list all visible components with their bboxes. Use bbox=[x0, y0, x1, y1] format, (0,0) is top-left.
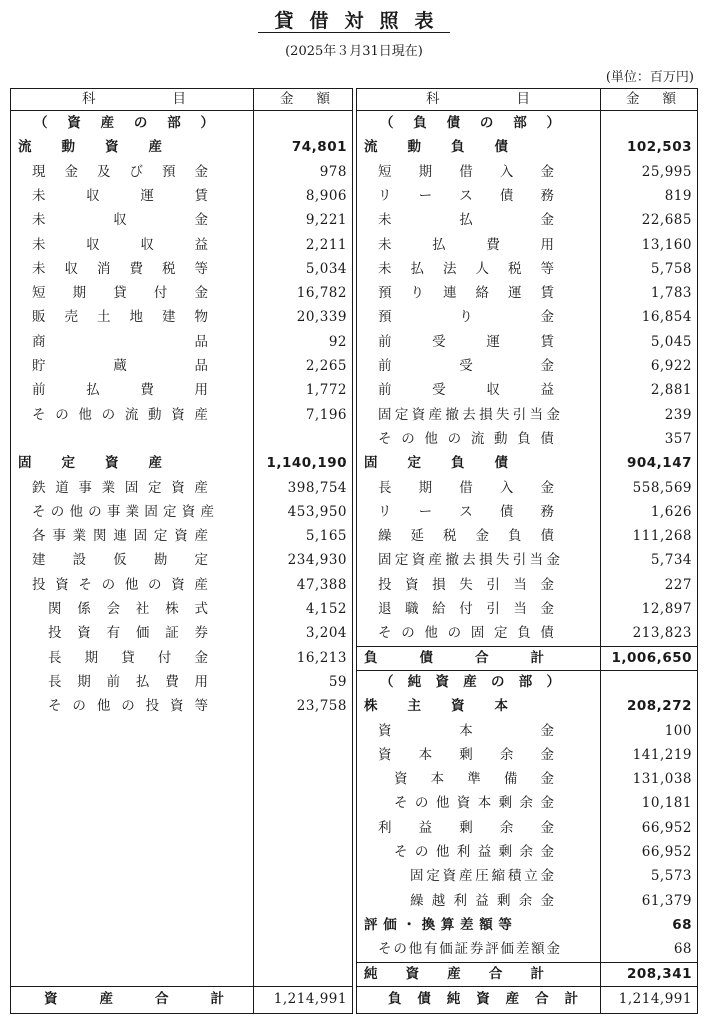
right-item-amount: 904,147 bbox=[627, 455, 692, 472]
right-row bbox=[356, 548, 698, 572]
right-row bbox=[356, 354, 698, 378]
left-item-label bbox=[32, 427, 208, 451]
right-item-label: 短 期 借 入 金 bbox=[378, 163, 554, 180]
right-item-label: 評 価 ・ 換 算 差 額 等 bbox=[364, 916, 512, 933]
left-row bbox=[10, 378, 353, 402]
right-item-label: 未 払 費 用 bbox=[378, 236, 554, 253]
right-row bbox=[356, 816, 698, 840]
right-row bbox=[356, 719, 698, 743]
right-item-label: リ ー ス 債 務 bbox=[378, 187, 554, 204]
left-item-amount: 16,213 bbox=[296, 649, 347, 666]
right-item-amount: 5,758 bbox=[650, 260, 692, 277]
right-item-label: 投 資 損 失 引 当 金 bbox=[378, 576, 554, 593]
right-row bbox=[356, 476, 698, 500]
left-item-amount: 59 bbox=[328, 673, 347, 690]
unit-note: (単位：百万円) bbox=[605, 70, 694, 85]
liabilities-grand-total-amount: 1,214,991 bbox=[618, 991, 692, 1007]
left-row bbox=[10, 257, 353, 281]
left-row bbox=[10, 476, 353, 500]
right-item-label: リ ー ス 債 務 bbox=[378, 503, 554, 520]
right-item-label: 純 資 産 合 計 bbox=[364, 965, 544, 982]
right-item-label: （ 負 債 の 部 ） bbox=[380, 115, 560, 131]
left-item-amount: 1,140,190 bbox=[266, 455, 347, 472]
right-item-amount: 6,922 bbox=[650, 358, 692, 374]
left-row bbox=[10, 354, 353, 378]
right-item-amount: 66,952 bbox=[641, 819, 692, 836]
right-row bbox=[356, 500, 698, 524]
left-item-amount: 5,165 bbox=[305, 528, 347, 545]
right-item-label: 資 本 剰 余 金 bbox=[378, 746, 554, 763]
right-item-amount: 12,897 bbox=[641, 601, 692, 617]
left-row bbox=[10, 597, 353, 621]
left-item-amount: 3,204 bbox=[305, 625, 347, 642]
right-item-amount: 100 bbox=[664, 722, 692, 739]
right-item-amount: 5,734 bbox=[650, 552, 692, 569]
right-item-amount: 2,881 bbox=[650, 382, 692, 399]
left-row bbox=[10, 208, 353, 232]
right-row bbox=[356, 743, 698, 767]
left-item-label: そ の 他 の 流 動 資 産 bbox=[32, 406, 208, 423]
left-item-amount: 16,782 bbox=[296, 285, 347, 302]
right-row bbox=[356, 257, 698, 281]
left-item-amount: 453,950 bbox=[287, 503, 347, 520]
right-row bbox=[356, 646, 698, 670]
right-item-label: 預 り 連 絡 運 賃 bbox=[378, 285, 554, 302]
right-item-amount: 239 bbox=[664, 406, 692, 423]
assets-grand-total-row bbox=[10, 987, 353, 1011]
liabilities-grand-total-row bbox=[356, 987, 698, 1011]
right-item-label: 預 り 金 bbox=[378, 309, 554, 326]
left-row bbox=[10, 330, 353, 354]
left-item-label: 各 事 業 関 連 固 定 資 産 bbox=[32, 528, 208, 545]
right-item-label: 資 本 金 bbox=[378, 722, 554, 739]
right-item-amount: 102,503 bbox=[627, 139, 692, 156]
right-item-amount: 141,219 bbox=[632, 746, 692, 763]
left-item-label: 建 設 仮 勘 定 bbox=[32, 552, 208, 569]
left-row bbox=[10, 694, 353, 718]
right-row bbox=[356, 937, 698, 961]
left-item-label: 未 収 収 益 bbox=[32, 236, 208, 253]
left-row bbox=[10, 233, 353, 257]
left-row bbox=[10, 573, 353, 597]
balance-sheet-table bbox=[10, 88, 698, 1014]
left-item-label: 流 動 資 産 bbox=[18, 139, 162, 156]
left-item-amount: 47,388 bbox=[296, 576, 347, 593]
right-row bbox=[356, 840, 698, 864]
right-item-label: 固 定 資 産 撤 去 損 失 引 当 金 bbox=[378, 552, 560, 569]
right-item-label: 負 債 合 計 bbox=[364, 649, 544, 666]
right-row bbox=[356, 889, 698, 913]
right-row bbox=[356, 281, 698, 305]
left-row bbox=[10, 160, 353, 184]
left-row bbox=[10, 111, 353, 135]
document-title: 貸借対照表 bbox=[0, 6, 708, 33]
right-item-amount: 131,038 bbox=[632, 771, 692, 788]
right-row bbox=[356, 524, 698, 548]
left-item-amount: 92 bbox=[328, 333, 347, 350]
left-item-amount: 5,034 bbox=[305, 260, 347, 277]
left-row bbox=[10, 403, 353, 427]
left-item-amount: 2,265 bbox=[305, 358, 347, 374]
right-item-label: 退 職 給 付 引 当 金 bbox=[378, 601, 554, 617]
left-item-label: 前 払 費 用 bbox=[32, 382, 208, 399]
left-row bbox=[10, 524, 353, 548]
left-item-label: 投 資 そ の 他 の 資 産 bbox=[32, 576, 208, 593]
left-item-label: 未 収 金 bbox=[32, 212, 208, 229]
left-row bbox=[10, 621, 353, 645]
left-item-label: そ の 他 の 投 資 等 bbox=[48, 698, 208, 715]
left-row bbox=[10, 451, 353, 475]
right-item-amount: 61,379 bbox=[641, 892, 692, 909]
right-item-amount: 213,823 bbox=[632, 625, 692, 642]
right-item-label: 未 払 法 人 税 等 bbox=[378, 260, 554, 277]
assets-grand-total-amount: 1,214,991 bbox=[273, 991, 347, 1007]
liabilities-grand-total-label: 負 債 純 資 産 合 計 bbox=[388, 991, 578, 1007]
left-row bbox=[10, 500, 353, 524]
right-item-amount bbox=[600, 670, 692, 694]
right-row bbox=[356, 378, 698, 402]
left-item-amount: 7,196 bbox=[305, 406, 347, 423]
left-row bbox=[10, 427, 353, 451]
left-item-amount: 23,758 bbox=[296, 698, 347, 715]
right-item-amount bbox=[600, 111, 692, 135]
left-item-amount: 1,772 bbox=[305, 382, 347, 399]
left-item-amount: 398,754 bbox=[287, 479, 347, 496]
right-item-label: 資 本 準 備 金 bbox=[394, 771, 554, 788]
right-item-label: そ の 他 利 益 剰 余 金 bbox=[394, 844, 554, 860]
right-item-label: 流 動 負 債 bbox=[364, 139, 508, 156]
left-item-label: 短 期 貸 付 金 bbox=[32, 285, 208, 302]
right-row bbox=[356, 135, 698, 159]
right-item-label: 固 定 資 産 撤 去 損 失 引 当 金 bbox=[378, 406, 560, 423]
right-item-amount: 25,995 bbox=[641, 163, 692, 180]
right-row bbox=[356, 573, 698, 597]
right-item-label: 未 払 金 bbox=[378, 212, 554, 229]
right-item-amount: 68 bbox=[672, 916, 692, 933]
left-item-amount: 4,152 bbox=[305, 601, 347, 617]
right-item-amount: 208,341 bbox=[627, 965, 692, 982]
right-row bbox=[356, 403, 698, 427]
right-item-label: 固 定 負 債 bbox=[364, 455, 508, 472]
left-item-label: 未 収 運 賃 bbox=[32, 187, 208, 204]
right-row bbox=[356, 427, 698, 451]
right-item-amount: 819 bbox=[664, 187, 692, 204]
right-item-amount: 558,569 bbox=[632, 479, 692, 496]
right-item-amount: 22,685 bbox=[641, 212, 692, 229]
right-item-amount: 227 bbox=[664, 576, 692, 593]
right-item-amount: 1,006,650 bbox=[611, 649, 692, 666]
left-item-label: そ の 他 の 事 業 固 定 資 産 bbox=[32, 503, 214, 520]
left-item-label: 未 収 消 費 税 等 bbox=[32, 260, 208, 277]
left-item-label: 長 期 前 払 費 用 bbox=[48, 673, 208, 690]
right-row bbox=[356, 208, 698, 232]
left-item-label: 長 期 貸 付 金 bbox=[48, 649, 208, 666]
assets-header-row bbox=[10, 87, 353, 111]
right-row bbox=[356, 305, 698, 329]
left-item-label: 貯 蔵 品 bbox=[32, 358, 208, 374]
left-item-amount: 978 bbox=[319, 163, 347, 180]
left-item-label: 固 定 資 産 bbox=[18, 455, 162, 472]
assets-amount-header: 金 額 bbox=[280, 91, 330, 107]
left-item-amount bbox=[253, 427, 347, 451]
left-row bbox=[10, 305, 353, 329]
left-item-amount: 20,339 bbox=[296, 309, 347, 326]
right-item-amount: 5,573 bbox=[650, 868, 692, 885]
right-item-amount: 5,045 bbox=[650, 333, 692, 350]
right-row bbox=[356, 184, 698, 208]
left-item-amount: 2,211 bbox=[305, 236, 347, 253]
assets-item-header: 科 目 bbox=[82, 91, 186, 107]
right-item-label: 長 期 借 入 金 bbox=[378, 479, 554, 496]
right-item-amount: 357 bbox=[664, 430, 692, 447]
left-item-amount: 8,906 bbox=[305, 187, 347, 204]
right-row bbox=[356, 767, 698, 791]
right-row bbox=[356, 597, 698, 621]
right-item-label: 前 受 運 賃 bbox=[378, 333, 554, 350]
left-row bbox=[10, 184, 353, 208]
right-row bbox=[356, 962, 698, 986]
right-item-amount: 66,952 bbox=[641, 844, 692, 860]
left-row bbox=[10, 670, 353, 694]
right-item-label: 固 定 資 産 圧 縮 積 立 金 bbox=[410, 868, 554, 885]
report-date: (2025年３月31日現在) bbox=[285, 44, 423, 59]
right-row bbox=[356, 864, 698, 888]
right-row bbox=[356, 913, 698, 937]
right-item-label: 前 受 金 bbox=[378, 358, 554, 374]
right-row bbox=[356, 233, 698, 257]
left-row bbox=[10, 281, 353, 305]
right-item-amount: 13,160 bbox=[641, 236, 692, 253]
right-row bbox=[356, 160, 698, 184]
left-item-amount bbox=[253, 111, 347, 135]
right-item-label: そ の 他 の 流 動 負 債 bbox=[378, 430, 554, 447]
left-item-label: 現 金 及 び 預 金 bbox=[32, 163, 208, 180]
right-row bbox=[356, 330, 698, 354]
right-item-label: そ の 他 資 本 剰 余 金 bbox=[394, 795, 554, 812]
right-item-label: 繰 越 利 益 剰 余 金 bbox=[410, 892, 554, 909]
assets-grand-total-label: 資 産 合 計 bbox=[44, 991, 224, 1007]
left-item-amount: 234,930 bbox=[287, 552, 347, 569]
right-item-label: そ の 他 有 価 証 券 評 価 差 額 金 bbox=[378, 941, 560, 958]
left-row bbox=[10, 548, 353, 572]
right-item-amount: 10,181 bbox=[641, 795, 692, 812]
right-item-label: （ 純 資 産 の 部 ） bbox=[380, 673, 560, 690]
right-item-label: 繰 延 税 金 負 債 bbox=[378, 528, 554, 545]
right-row bbox=[356, 694, 698, 718]
right-item-label: 利 益 剰 余 金 bbox=[378, 819, 554, 836]
left-row bbox=[10, 646, 353, 670]
right-row bbox=[356, 791, 698, 815]
right-row bbox=[356, 451, 698, 475]
left-item-label: 投 資 有 価 証 券 bbox=[48, 625, 208, 642]
right-item-label: そ の 他 の 固 定 負 債 bbox=[378, 625, 554, 642]
left-item-amount: 74,801 bbox=[291, 139, 347, 156]
liabilities-header-row bbox=[356, 87, 698, 111]
left-row bbox=[10, 135, 353, 159]
right-item-amount: 208,272 bbox=[627, 698, 692, 715]
right-item-amount: 68 bbox=[673, 941, 692, 958]
right-item-amount: 111,268 bbox=[632, 528, 692, 545]
liabilities-item-header: 科 目 bbox=[426, 91, 530, 107]
left-item-amount: 9,221 bbox=[305, 212, 347, 229]
left-item-label: 販 売 土 地 建 物 bbox=[32, 309, 208, 326]
right-row bbox=[356, 621, 698, 645]
right-item-label: 前 受 収 益 bbox=[378, 382, 554, 399]
right-row bbox=[356, 670, 698, 694]
left-item-label: 関 係 会 社 株 式 bbox=[48, 601, 208, 617]
right-item-amount: 1,626 bbox=[650, 503, 692, 520]
left-item-label: 商 品 bbox=[32, 333, 208, 350]
left-item-label: （ 資 産 の 部 ） bbox=[34, 115, 214, 131]
right-item-label: 株 主 資 本 bbox=[364, 698, 508, 715]
right-item-amount: 1,783 bbox=[650, 285, 692, 302]
right-row bbox=[356, 111, 698, 135]
left-item-label: 鉄 道 事 業 固 定 資 産 bbox=[32, 479, 208, 496]
liabilities-amount-header: 金 額 bbox=[626, 91, 676, 107]
right-item-amount: 16,854 bbox=[641, 309, 692, 326]
